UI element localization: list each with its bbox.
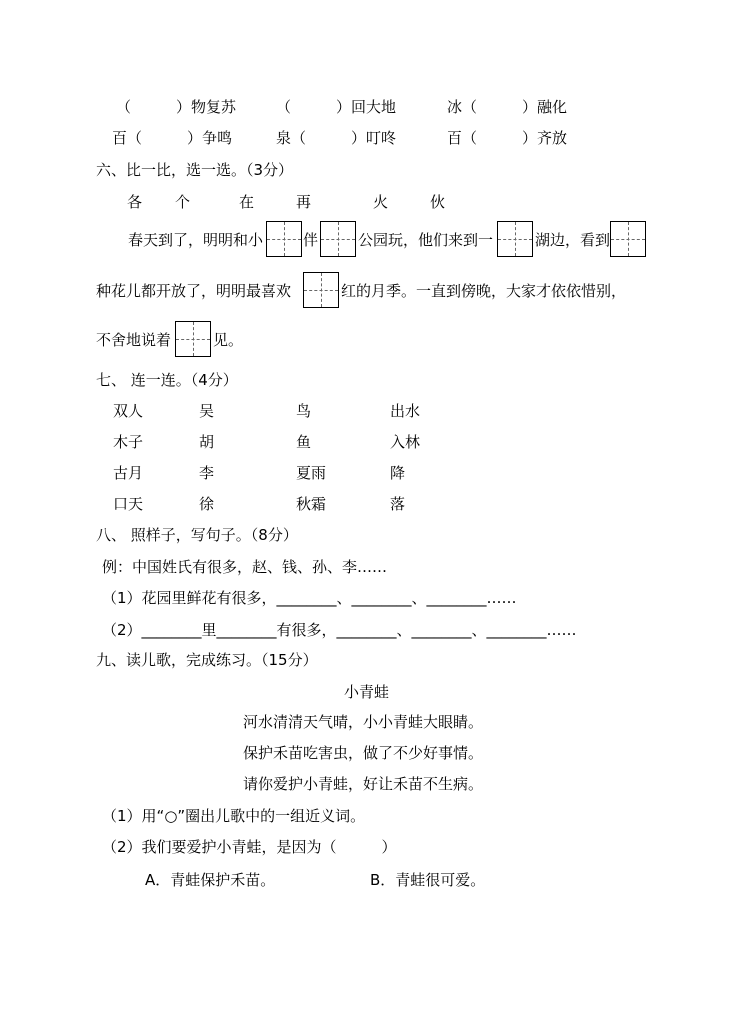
match-item[interactable]: 吴 [199,402,215,420]
char-option: 在 [239,193,255,211]
char-box-1[interactable] [266,221,302,257]
fill-text: 春天到了，明明和小 [128,231,264,249]
char-box-3[interactable] [497,221,533,257]
match-item[interactable]: 落 [390,495,406,513]
idiom-2: （ ）回大地 [276,98,397,116]
char-option: 各 [127,193,143,211]
fill-text: 湖边，看到 [535,231,611,249]
idiom-3: 冰（ ）融化 [447,98,568,116]
match-item[interactable]: 木子 [113,433,144,451]
idiom-5: 泉（ ）叮咚 [276,129,397,147]
match-item[interactable]: 李 [199,464,215,482]
idiom-4: 百（ ）争鸣 [112,129,233,147]
match-item[interactable]: 鸟 [296,402,312,420]
question-9-1: （1）用“○”圈出儿歌中的一组近义词。 [102,807,366,825]
option-b[interactable]: B．青蛙很可爱。 [370,871,486,889]
question-8-1[interactable]: （1）花园里鲜花有很多，________、________、________…… [102,589,517,607]
question-8-2[interactable]: （2）________里________有很多，________、________、________…… [102,621,577,639]
option-a[interactable]: A．青蛙保护禾苗。 [145,871,276,889]
match-item[interactable]: 秋霜 [296,495,327,513]
match-item[interactable]: 双人 [113,402,144,420]
fill-text: 公园玩，他们来到一 [358,231,494,249]
poem-line: 保护禾苗吃害虫，做了不少好事情。 [243,744,484,762]
poem-line: 请你爱护小青蛙，好让禾苗不生病。 [243,775,484,793]
match-item[interactable]: 鱼 [296,433,312,451]
idiom-6: 百（ ）齐放 [447,129,568,147]
char-box-2[interactable] [320,221,356,257]
section9-title: 九、读儿歌，完成练习。（15分） [96,651,318,669]
char-option: 伙 [430,193,446,211]
char-option: 再 [296,193,312,211]
idiom-1: （ ）物复苏 [116,98,237,116]
section8-title: 八、 照样子，写句子。（8分） [96,526,298,544]
poem-line: 河水清清天气晴，小小青蛙大眼睛。 [243,713,484,731]
match-item[interactable]: 入林 [390,433,421,451]
fill-text: 红的月季。一直到傍晚，大家才依依惜别， [341,282,627,300]
char-option: 个 [175,193,191,211]
fill-text: 伴 [303,231,319,249]
match-item[interactable]: 夏雨 [296,464,327,482]
example-sentence: 例：中国姓氏有很多，赵、钱、孙、李…… [102,558,388,576]
char-box-6[interactable] [175,321,211,357]
match-item[interactable]: 胡 [199,433,215,451]
char-option: 火 [373,193,389,211]
char-box-5[interactable] [303,272,339,308]
match-item[interactable]: 古月 [113,464,144,482]
match-item[interactable]: 口天 [113,495,144,513]
question-9-2[interactable]: （2）我们要爱护小青蛙，是因为（ ） [102,838,397,856]
section7-title: 七、 连一连。（4分） [96,371,238,389]
char-box-4[interactable] [610,221,646,257]
fill-text: 种花儿都开放了，明明最喜欢 [96,282,292,300]
poem-title: 小青蛙 [344,683,390,701]
match-item[interactable]: 出水 [390,402,421,420]
match-item[interactable]: 徐 [199,495,215,513]
match-item[interactable]: 降 [390,464,406,482]
fill-text: 不舍地说着 [96,331,172,349]
fill-text: 见。 [213,331,244,349]
section6-title: 六、比一比，选一选。（3分） [96,161,294,179]
